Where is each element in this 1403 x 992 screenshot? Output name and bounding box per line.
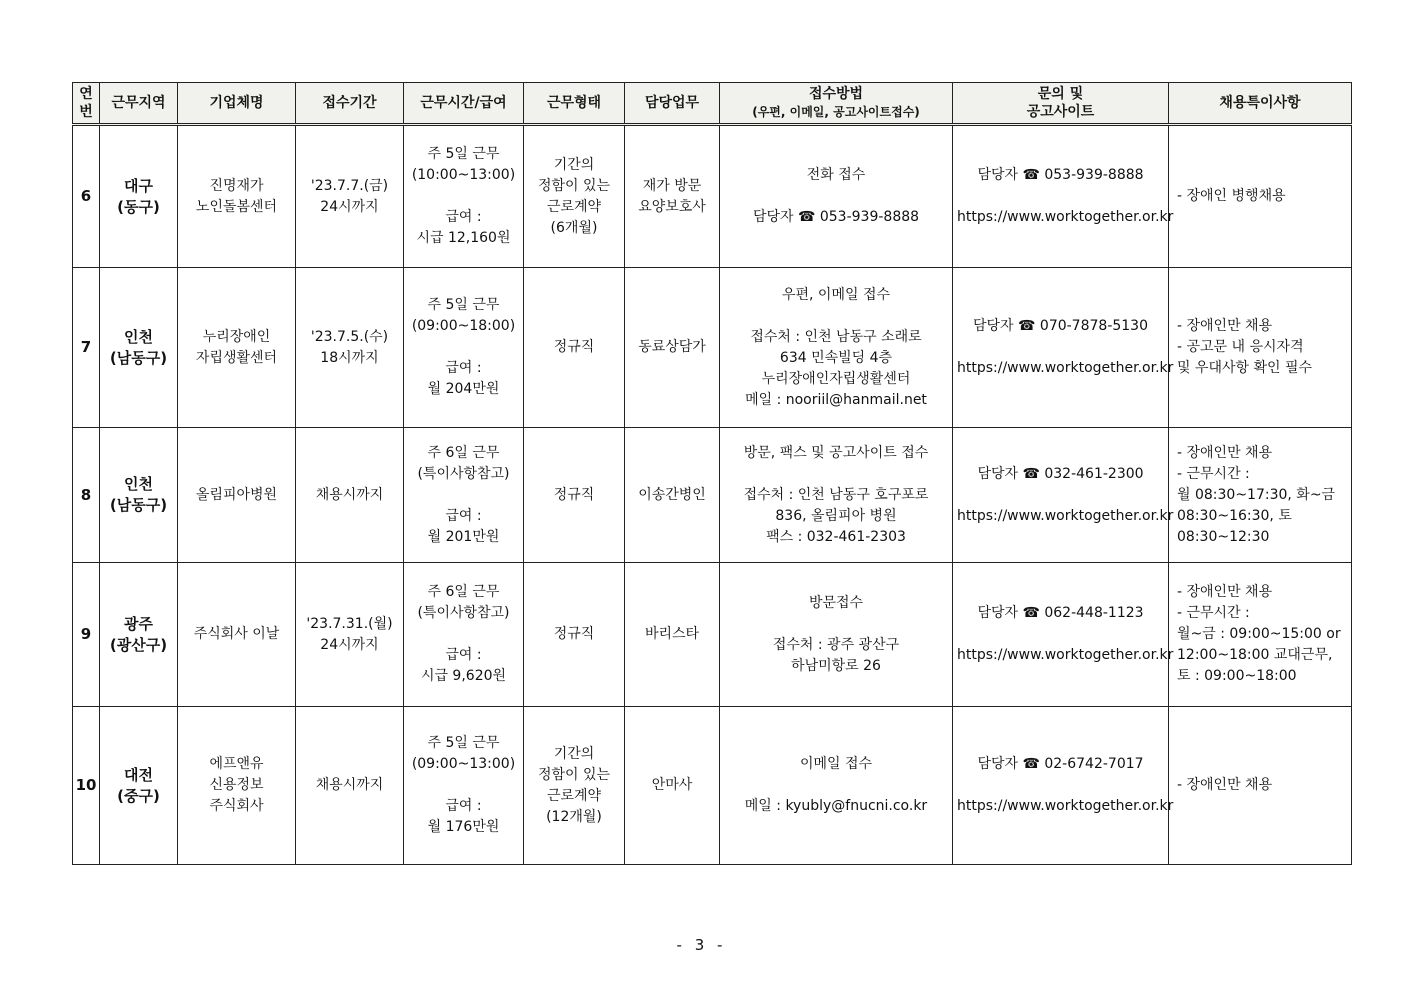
text-line: 방문, 팩스 및 공고사이트 접수 [743, 444, 929, 461]
contact-cell [953, 707, 1174, 865]
text-line: 기간의 [553, 156, 595, 173]
text-line: 채용시까지 [315, 486, 384, 503]
text-line: 근로계약 [546, 198, 602, 215]
header-label: 근무시간/급여 [420, 95, 507, 111]
text-line: 광주 [124, 614, 153, 633]
text-line: 월 201만원 [427, 528, 500, 545]
text-line: 메일 : kyubly@fnucni.co.kr [744, 798, 928, 814]
text-line: (12개월) [546, 808, 602, 825]
text-line: 및 우대사항 확인 필수 [1177, 360, 1313, 376]
table-row [73, 563, 1352, 707]
spacer [724, 464, 948, 485]
text-line: (10:00~13:00) [411, 167, 516, 183]
row-number: 10 [73, 707, 100, 865]
text-line: - 장애인만 채용 [1177, 444, 1273, 461]
header-employment-type [524, 83, 625, 125]
hours-pay-cell [404, 428, 524, 563]
application-method-cell [720, 125, 953, 268]
text-line: 인천 [124, 475, 153, 493]
text-line: 대전 [124, 765, 153, 784]
text-line: 월 08:30~17:30, 화~금 [1177, 486, 1336, 503]
header-application-method [720, 83, 953, 125]
employment-type-cell [524, 707, 625, 865]
text-line: 동료상담가 [638, 339, 706, 355]
text-line: 정규직 [553, 486, 595, 503]
employment-type-cell [524, 268, 625, 428]
duty-cell [625, 707, 720, 865]
spacer [408, 775, 519, 796]
contact-phone: 담당자 ☎ 070-7878-5130 [973, 318, 1148, 334]
region-cell [100, 125, 178, 268]
contact-phone: 담당자 ☎ 032-461-2300 [977, 465, 1144, 482]
hours-pay-cell [404, 563, 524, 707]
text-line: 이송간병인 [638, 486, 706, 503]
region-cell [100, 268, 178, 428]
text-line: '23.7.5.(수) [310, 328, 389, 345]
text-line: 급여 : [445, 507, 482, 524]
header-notes [1169, 83, 1352, 125]
company-cell [178, 268, 296, 428]
text-line: 주 6일 근무 [427, 584, 500, 600]
text-line: 채용시까지 [315, 777, 384, 793]
text-line: 24시까지 [320, 198, 379, 215]
header-region [100, 83, 178, 125]
header-company [178, 83, 296, 125]
text-line: 급여 : [445, 360, 482, 376]
text-line: '23.7.7.(금) [310, 177, 389, 194]
text-line: 이메일 접수 [799, 756, 873, 772]
text-line: 634 민속빌딩 4층 [779, 349, 893, 366]
text-line: 요양보호사 [638, 198, 706, 215]
header-label: 번 [79, 104, 93, 120]
text-line: 노인돌봄센터 [195, 198, 278, 215]
period-cell [296, 268, 404, 428]
spacer [724, 614, 948, 635]
text-line: 시급 9,620원 [420, 668, 507, 684]
region-cell [100, 563, 178, 707]
text-line: (남동구) [109, 496, 168, 514]
text-line: 급여 : [445, 647, 482, 663]
notes-cell [1169, 707, 1352, 865]
table-row [73, 428, 1352, 563]
text-line: 자립생활센터 [195, 349, 278, 366]
recruitment-site-link[interactable]: https://www.worktogether.or.kr [957, 360, 1174, 376]
row-number: 8 [73, 428, 100, 563]
period-cell [296, 428, 404, 563]
text-line: '23.7.31.(월) [306, 615, 393, 632]
text-line: 08:30~16:30, 토 [1177, 507, 1292, 524]
text-line: 급여 : [445, 798, 482, 814]
header-label: 채용특이사항 [1219, 95, 1301, 111]
text-line: 신용정보 [209, 777, 264, 793]
spacer [408, 624, 519, 645]
contact-cell [953, 125, 1174, 268]
notes-cell [1169, 268, 1352, 428]
text-line: 진명재가 [209, 177, 264, 194]
text-line: - 장애인만 채용 [1177, 584, 1273, 600]
text-line: 시급 12,160원 [416, 230, 511, 246]
text-line: - 근무시간 : [1177, 605, 1250, 621]
hours-pay-cell [404, 707, 524, 865]
application-method-cell [720, 563, 953, 707]
employment-type-cell [524, 563, 625, 707]
application-method-cell [720, 707, 953, 865]
duty-cell [625, 563, 720, 707]
text-line: 접수처 : 인천 남동구 호구포로 [743, 486, 929, 503]
text-line: 정함이 있는 [537, 766, 611, 783]
text-line: (광산구) [109, 635, 168, 654]
text-line: 주식회사 이날 [193, 626, 280, 642]
contact-phone: 담당자 ☎ 053-939-8888 [977, 167, 1144, 183]
spacer [957, 485, 1164, 506]
text-line: 18시까지 [320, 349, 379, 366]
company-cell [178, 125, 296, 268]
text-line: 하남미항로 26 [791, 657, 881, 674]
job-listing-table [72, 82, 1352, 865]
spacer [957, 624, 1164, 645]
contact-phone: 담당자 ☎ 062-448-1123 [977, 605, 1144, 621]
text-line: - 장애인만 채용 [1177, 777, 1273, 793]
spacer [408, 186, 519, 207]
text-line: - 근무시간 : [1177, 465, 1250, 482]
header-number [73, 83, 100, 125]
company-cell [178, 563, 296, 707]
spacer [408, 485, 519, 506]
text-line: 기간의 [553, 745, 595, 762]
text-line: 급여 : [445, 209, 482, 225]
text-line: 주식회사 [209, 798, 264, 814]
header-label: 근무형태 [546, 95, 602, 111]
text-line: 안마사 [651, 777, 693, 793]
text-line: 정규직 [553, 339, 595, 355]
hours-pay-cell [404, 268, 524, 428]
spacer [724, 186, 948, 207]
text-line: (중구) [117, 786, 160, 805]
row-number: 6 [73, 125, 100, 268]
text-line: (특이사항참고) [417, 605, 510, 621]
header-label: 문의 및 [1037, 86, 1084, 102]
text-line: 정규직 [553, 626, 595, 642]
duty-cell [625, 125, 720, 268]
text-line: 인천 [124, 327, 153, 346]
spacer [724, 306, 948, 327]
header-duty [625, 83, 720, 125]
text-line: 12:00~18:00 교대근무, [1177, 647, 1333, 663]
spacer [957, 337, 1164, 358]
application-method-cell [720, 268, 953, 428]
duty-cell [625, 428, 720, 563]
header-label: 담당업무 [644, 95, 700, 111]
contact-cell [953, 563, 1174, 707]
text-line: 토 : 09:00~18:00 [1177, 668, 1297, 684]
text-line: 올림피아병원 [195, 486, 278, 503]
recruitment-site-link[interactable]: https://www.worktogether.or.kr [957, 209, 1174, 225]
text-line: 우편, 이메일 접수 [781, 286, 891, 303]
header-label: 접수방법 [808, 86, 864, 102]
hours-pay-cell [404, 125, 524, 268]
contact-cell [953, 268, 1174, 428]
text-line: - 장애인만 채용 [1177, 318, 1273, 334]
text-line: 월 204만원 [427, 381, 500, 397]
text-line: 근로계약 [546, 787, 602, 804]
spacer [724, 775, 948, 796]
spacer [957, 775, 1164, 796]
text-line: 누리장애인자립생활센터 [761, 370, 911, 387]
text-line: 24시까지 [320, 636, 379, 653]
text-line: 월~금 : 09:00~15:00 or [1177, 626, 1341, 642]
header-hours-pay [404, 83, 524, 125]
region-cell [100, 428, 178, 563]
application-method-cell [720, 428, 953, 563]
notes-cell [1169, 125, 1352, 268]
text-line: 담당자 ☎ 053-939-8888 [752, 209, 920, 225]
text-line: 에프앤유 [209, 756, 264, 772]
table-row [73, 125, 1352, 268]
spacer [408, 337, 519, 358]
text-line: (동구) [117, 197, 160, 216]
company-cell [178, 707, 296, 865]
recruitment-site-link[interactable]: https://www.worktogether.or.kr [957, 647, 1174, 663]
text-line: 누리장애인 [202, 328, 271, 345]
text-line: 주 5일 근무 [427, 735, 500, 751]
row-number: 9 [73, 563, 100, 707]
text-line: (09:00~18:00) [411, 318, 516, 334]
period-cell [296, 563, 404, 707]
text-line: - 장애인 병행채용 [1177, 188, 1286, 204]
text-line: (6개월) [550, 219, 598, 236]
contact-phone: 담당자 ☎ 02-6742-7017 [977, 756, 1144, 772]
text-line: 08:30~12:30 [1177, 528, 1270, 545]
text-line: 바리스타 [644, 626, 700, 642]
text-line: 메일 : nooriil@hanmail.net [745, 391, 927, 408]
header-label: 기업체명 [209, 95, 264, 111]
header-period [296, 83, 404, 125]
period-cell [296, 125, 404, 268]
table-row [73, 707, 1352, 865]
recruitment-site-link[interactable]: https://www.worktogether.or.kr [957, 507, 1174, 524]
text-line: 팩스 : 032-461-2303 [766, 528, 906, 545]
header-label: (우편, 이메일, 공고사이트접수) [752, 105, 920, 119]
header-label: 연 [79, 86, 93, 102]
duty-cell [625, 268, 720, 428]
text-line: 정함이 있는 [537, 177, 611, 194]
text-line: 주 6일 근무 [427, 444, 500, 461]
employment-type-cell [524, 428, 625, 563]
text-line: - 공고문 내 응시자격 [1177, 339, 1304, 355]
header-contact [953, 83, 1169, 125]
text-line: 재가 방문 [642, 177, 702, 194]
table-body [73, 125, 1352, 865]
period-cell [296, 707, 404, 865]
page-number: - 3 - [676, 936, 727, 954]
company-cell [178, 428, 296, 563]
header-label: 접수기간 [322, 95, 377, 111]
text-line: 접수처 : 광주 광산구 [772, 636, 900, 653]
text-line: 월 176만원 [427, 819, 500, 835]
text-line: 836, 올림피아 병원 [775, 507, 897, 524]
header-label: 근무지역 [111, 95, 166, 111]
text-line: 주 5일 근무 [427, 297, 500, 313]
notes-cell [1169, 563, 1352, 707]
text-line: (남동구) [109, 348, 168, 367]
text-line: 방문접수 [808, 594, 864, 611]
notes-cell [1169, 428, 1352, 563]
text-line: 대구 [124, 176, 153, 195]
table-row [73, 268, 1352, 428]
header-label: 공고사이트 [1026, 104, 1095, 120]
row-number: 7 [73, 268, 100, 428]
contact-cell [953, 428, 1174, 563]
text-line: (09:00~13:00) [411, 756, 516, 772]
spacer [957, 186, 1164, 207]
region-cell [100, 707, 178, 865]
table-header-row [73, 83, 1352, 125]
text-line: 접수처 : 인천 남동구 소래로 [750, 328, 922, 345]
text-line: (특이사항참고) [417, 465, 510, 482]
text-line: 전화 접수 [806, 167, 866, 183]
employment-type-cell [524, 125, 625, 268]
text-line: 주 5일 근무 [427, 146, 500, 162]
recruitment-site-link[interactable]: https://www.worktogether.or.kr [957, 798, 1174, 814]
